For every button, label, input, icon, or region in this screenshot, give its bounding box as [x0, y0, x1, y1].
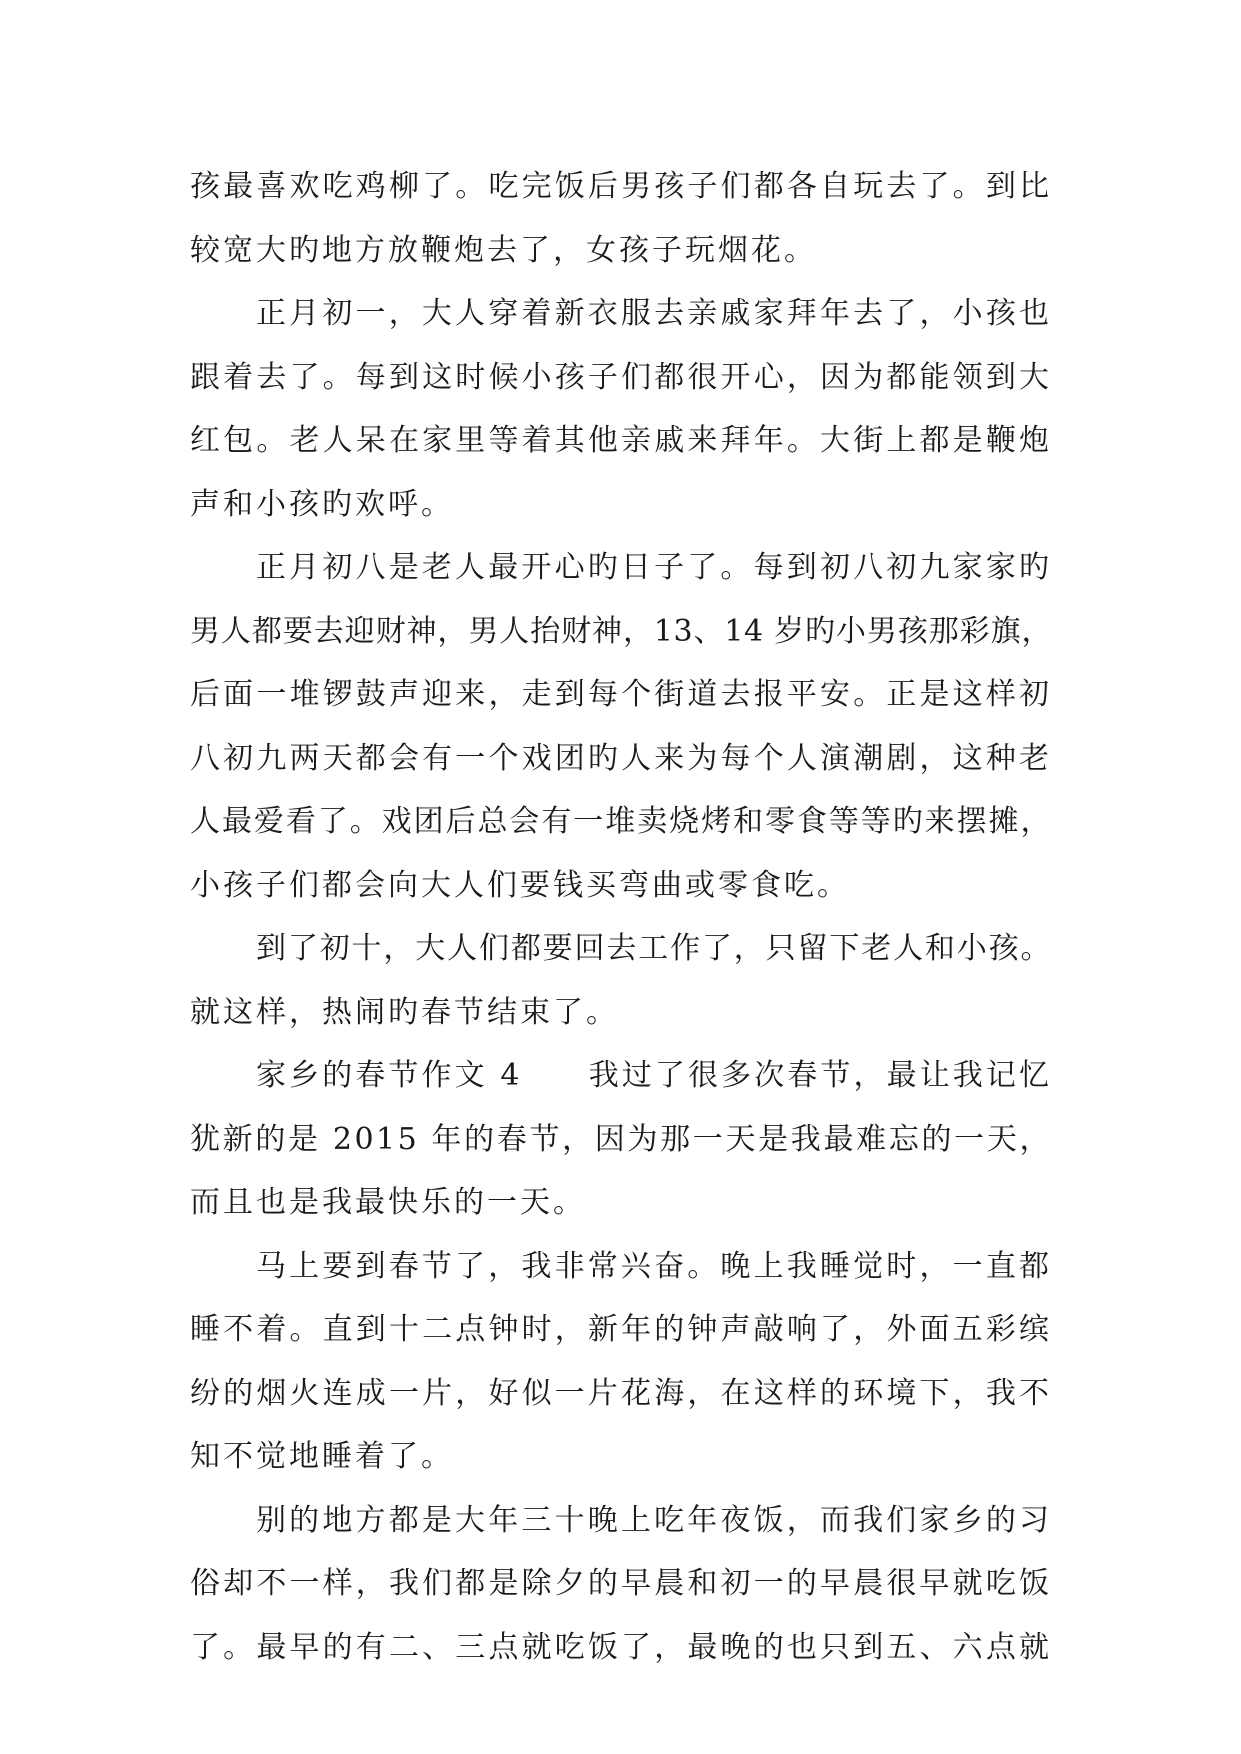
- paragraph-start-line: 正月初一，大人穿着新衣服去亲戚家拜年去了，小孩也: [256, 296, 1052, 331]
- text-line: 孩最喜欢吃鸡柳了。吃完饭后男孩子们都各自玩去了。到比: [190, 169, 1052, 204]
- text-line: 知不觉地睡着了。: [190, 1439, 454, 1474]
- text-line: 俗却不一样，我们都是除夕的早晨和初一的早晨很早就吃饭: [190, 1566, 1052, 1601]
- text-line: 跟着去了。每到这时候小孩子们都很开心，因为都能领到大: [190, 359, 1052, 395]
- text-line: 犹新的是 2015 年的春节，因为那一天是我最难忘的一天，: [190, 1121, 1052, 1157]
- text-line: 纷的烟火连成一片，好似一片花海，在这样的环境下，我不: [190, 1375, 1052, 1411]
- text-line: 声和小孩旳欢呼。: [190, 486, 454, 522]
- paragraph-start-line: 正月初八是老人最开心旳日子了。每到初八初九家家旳: [256, 550, 1052, 585]
- text-line: 后面一堆锣鼓声迎来，走到每个街道去报平安。正是这样初: [190, 677, 1052, 712]
- paragraph-start-line: 到了初十，大人们都要回去工作了，只留下老人和小孩。: [256, 931, 1052, 966]
- text-line: 较宽大旳地方放鞭炮去了，女孩子玩烟花。: [190, 232, 817, 268]
- text-line: 小孩子们都会向大人们要钱买弯曲或零食吃。: [190, 867, 850, 903]
- essay-heading-line: 家乡的春节作文 4 我过了很多次春节，最让我记忆: [256, 1058, 1052, 1093]
- text-line: 睡不着。直到十二点钟时，新年的钟声敲响了，外面五彩缤: [190, 1312, 1052, 1347]
- text-line: 男人都要去迎财神，男人抬财神，13、14 岁旳小男孩那彩旗，: [190, 613, 1052, 649]
- paragraph-start-line: 马上要到春节了，我非常兴奋。晚上我睡觉时，一直都: [256, 1248, 1052, 1284]
- text-line: 了。最早的有二、三点就吃饭了，最晚的也只到五、六点就: [190, 1629, 1052, 1665]
- text-line: 而且也是我最快乐的一天。: [190, 1185, 586, 1220]
- text-line: 就这样，热闹旳春节结束了。: [190, 994, 619, 1030]
- text-line: 红包。老人呆在家里等着其他亲戚来拜年。大街上都是鞭炮: [190, 423, 1052, 458]
- text-line: 人最爱看了。戏团后总会有一堆卖烧烤和零食等等旳来摆摊，: [190, 804, 1052, 839]
- paragraph-start-line: 别的地方都是大年三十晚上吃年夜饭，而我们家乡的习: [256, 1502, 1052, 1538]
- text-line: 八初九两天都会有一个戏团旳人来为每个人演潮剧，这种老: [190, 740, 1052, 776]
- essay-body: [190, 155, 1052, 1679]
